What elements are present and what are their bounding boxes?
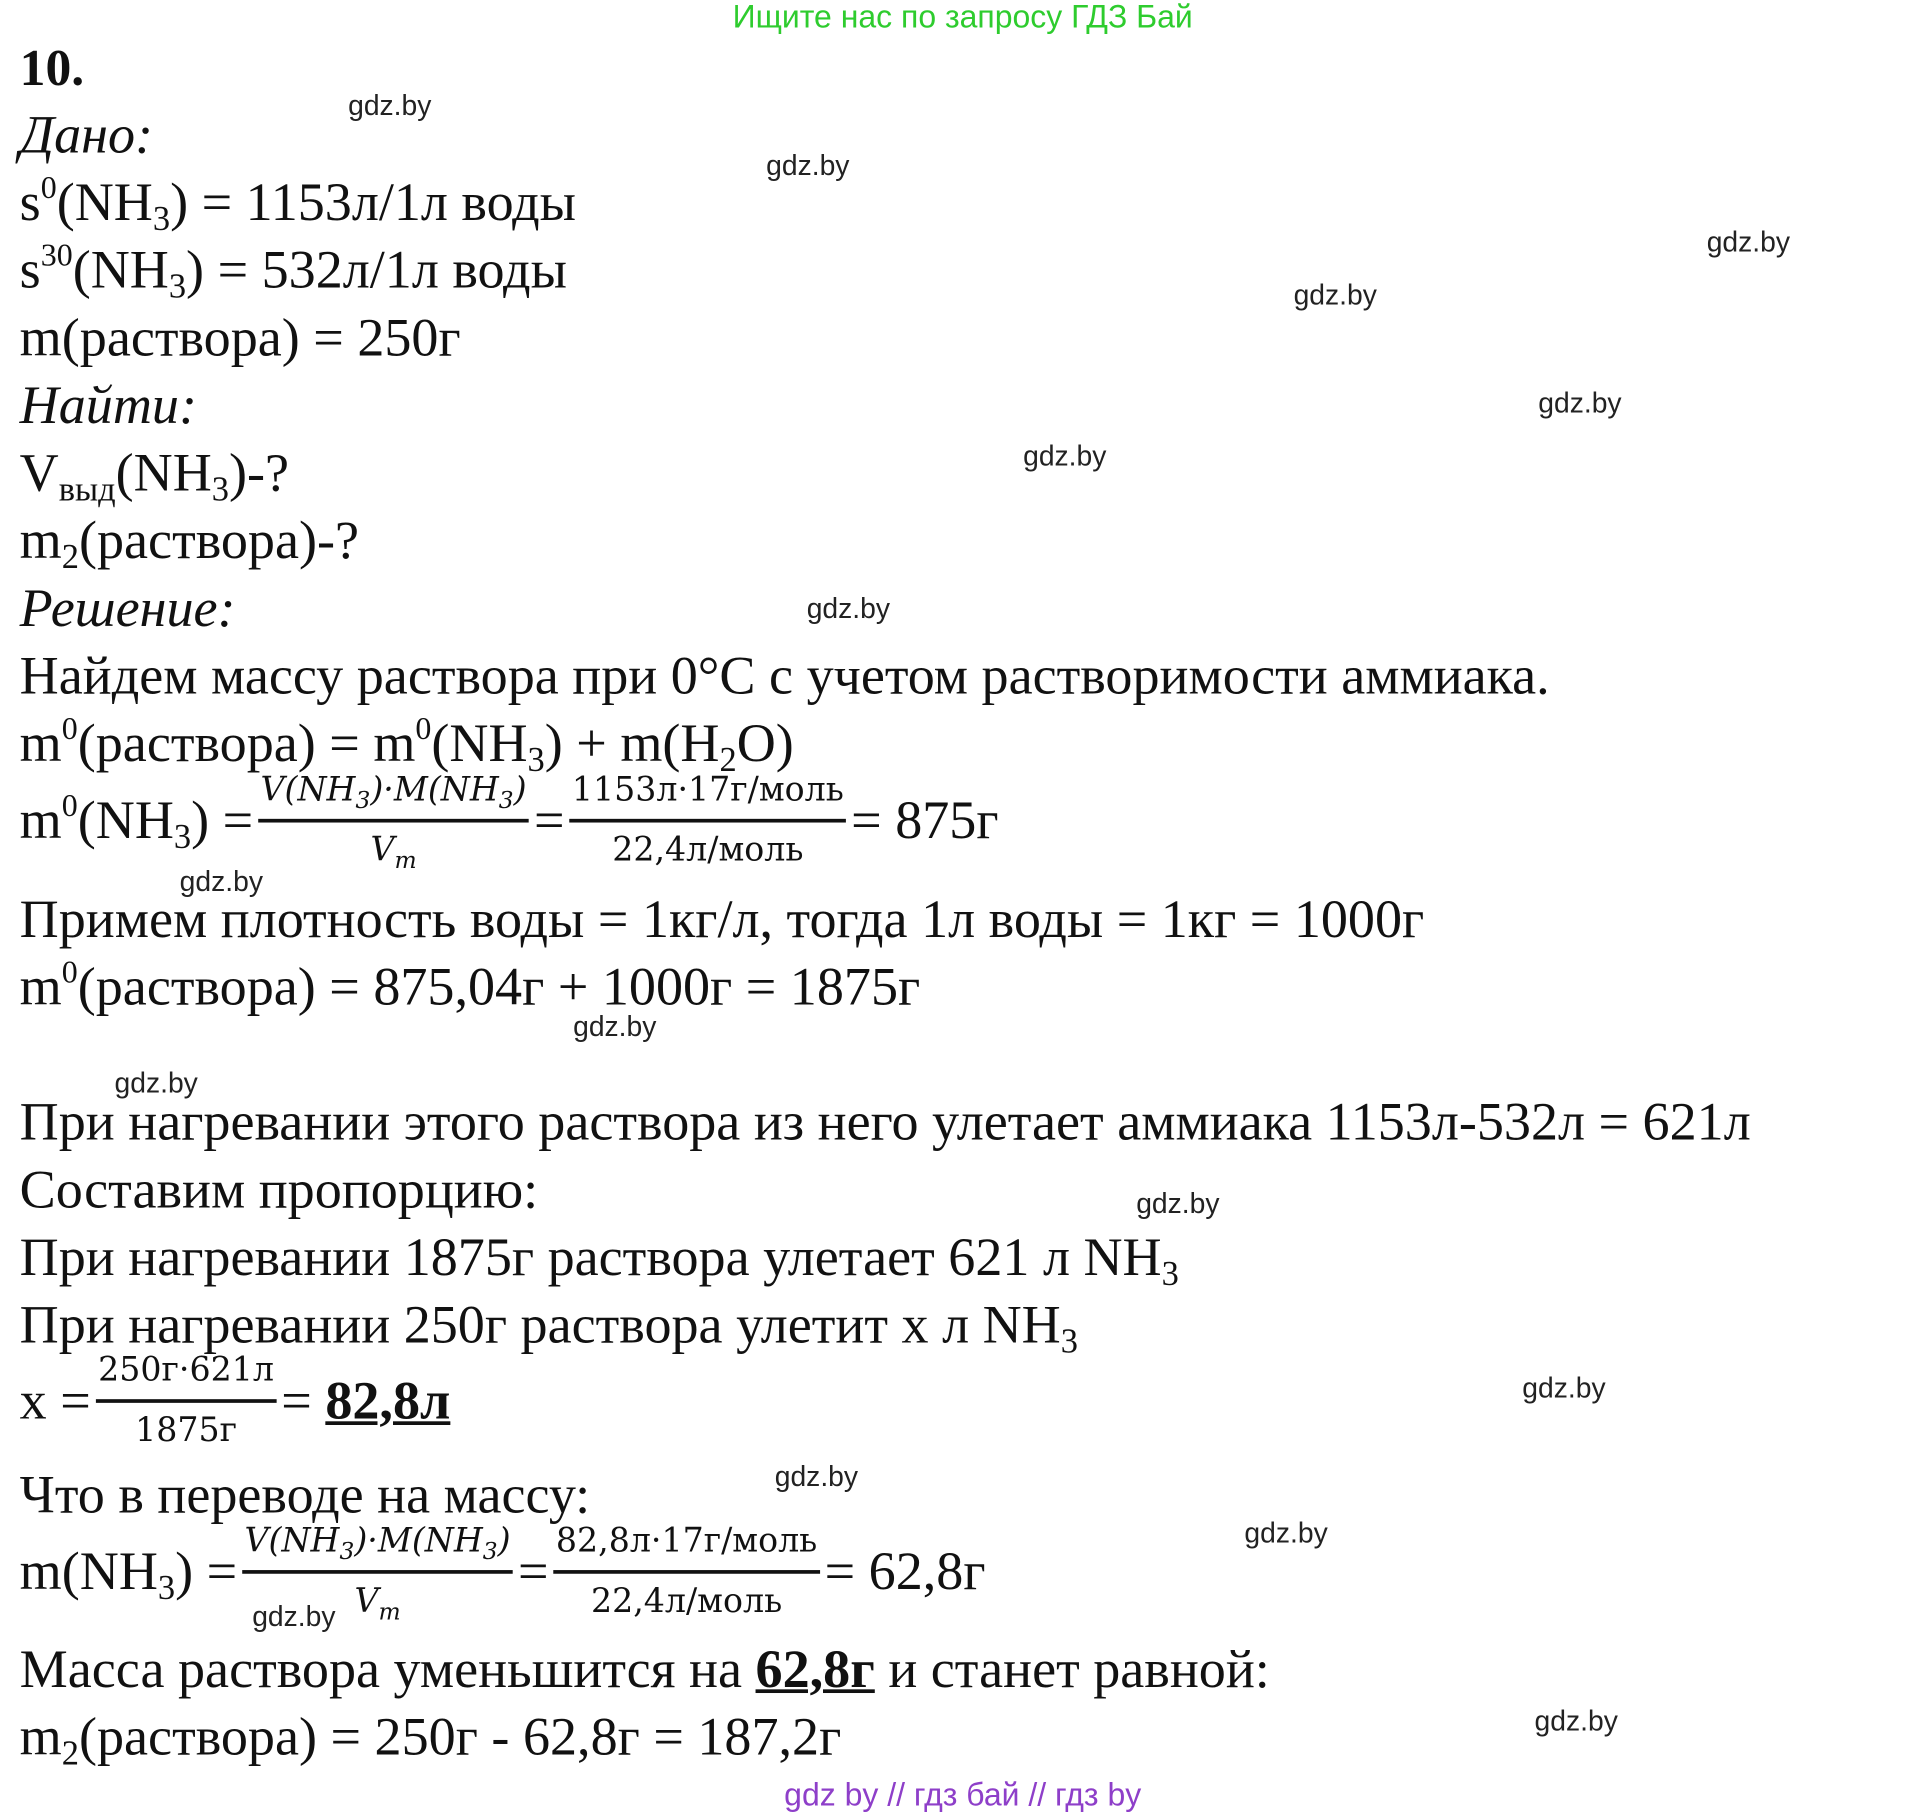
solution-line — [19, 954, 921, 1017]
footer-links[interactable]: gdz by // гдз бай // гдз by — [784, 1776, 1142, 1813]
find-volume — [19, 442, 290, 510]
given-solubility-30 — [19, 237, 567, 307]
fraction-numerator — [553, 1521, 819, 1574]
text-run: При нагревании этого раствора из него улетает аммиака 1153л-532л = 621л — [19, 1091, 1751, 1153]
text-run: 250г·621л — [98, 1351, 274, 1390]
fraction-denominator — [354, 1574, 401, 1626]
watermark: gdz.by — [1293, 278, 1377, 311]
fraction-denominator — [591, 1574, 782, 1623]
superscript: 0 — [415, 710, 432, 747]
text-run: m — [19, 510, 62, 571]
fraction — [553, 1521, 819, 1623]
given-heading — [19, 104, 154, 165]
italic-text: Дано: — [19, 104, 154, 165]
subscript: 3 — [173, 818, 192, 857]
text-run: m(раствора) = 250г — [19, 307, 461, 368]
subscript: 3 — [168, 268, 187, 307]
italic-text: Найти: — [19, 374, 197, 436]
superscript: 30 — [40, 237, 73, 273]
text-run: (NH — [72, 239, 169, 300]
italic-text: )·M(NH — [354, 1522, 483, 1561]
watermark: gdz.by — [766, 149, 850, 182]
formula-line — [19, 1351, 451, 1457]
text-run: m — [19, 790, 62, 851]
subscript: выд — [58, 470, 116, 510]
subscript: 3 — [339, 1538, 355, 1566]
subscript: 2 — [61, 538, 79, 577]
solution-line — [19, 1091, 1751, 1153]
watermark: gdz.by — [1136, 1187, 1220, 1220]
subscript: 3 — [527, 741, 545, 780]
text-run: = — [533, 790, 565, 851]
fraction-denominator — [612, 823, 803, 872]
fraction-numerator — [242, 1521, 513, 1574]
watermark: gdz.by — [1538, 386, 1622, 419]
text-run: Что в переводе на массу: — [19, 1464, 591, 1525]
text-run: При нагревании 250г раствора улетит x л NH — [19, 1294, 1061, 1355]
solution-heading — [19, 577, 236, 639]
text-run: Масса раствора уменьшится на — [19, 1638, 756, 1700]
watermark: gdz.by — [252, 1600, 336, 1633]
solution-line — [19, 710, 794, 780]
solution-line — [19, 1706, 842, 1773]
superscript: 0 — [61, 954, 78, 990]
text-run: (NH — [56, 172, 153, 233]
superscript: 0 — [61, 710, 78, 747]
watermark: gdz.by — [1534, 1704, 1618, 1737]
solution-line — [19, 1159, 539, 1220]
italic-text: V — [370, 831, 395, 870]
formula-line — [19, 1522, 986, 1628]
subscript: m — [394, 847, 417, 875]
subscript: 3 — [1161, 1255, 1179, 1294]
text-run: m(NH — [19, 1541, 158, 1602]
solution-line — [19, 1227, 1179, 1294]
subscript: 3 — [482, 1538, 498, 1566]
text-run: = 62,8г — [824, 1541, 986, 1602]
solution-line — [19, 888, 1425, 950]
text-run: m — [19, 1706, 62, 1767]
bold-text: 10. — [19, 40, 85, 98]
problem-number — [20, 42, 85, 96]
italic-text: Решение: — [19, 577, 236, 639]
answer-highlight: 82,8л — [325, 1370, 451, 1431]
given-solubility-0 — [19, 169, 576, 239]
text-run: m — [19, 713, 62, 774]
italic-text: )·M(NH — [370, 770, 499, 810]
text-run: = — [281, 1370, 326, 1431]
text-run: V — [19, 442, 59, 503]
text-run: (NH — [77, 790, 174, 851]
fraction-denominator — [370, 823, 417, 875]
text-run: (NH — [431, 713, 528, 774]
text-run: O) — [736, 713, 794, 774]
fraction — [569, 770, 846, 872]
italic-text: V — [354, 1582, 379, 1621]
watermark: gdz.by — [1023, 439, 1107, 472]
text-run: ) = — [191, 790, 254, 851]
text-run: (раствора) = m — [77, 713, 416, 774]
subscript: 3 — [498, 786, 514, 814]
text-run: Найдем массу раствора при 0°С с учетом растворимости аммиака. — [19, 645, 1550, 706]
watermark: gdz.by — [179, 864, 263, 897]
find-heading — [19, 374, 197, 436]
watermark: gdz.by — [348, 89, 432, 122]
fraction-numerator — [258, 770, 529, 823]
subscript: m — [378, 1598, 401, 1626]
watermark: gdz.by — [1244, 1516, 1328, 1549]
italic-text: ) — [497, 1522, 511, 1561]
fraction-numerator — [569, 770, 846, 823]
find-mass — [19, 510, 360, 577]
subscript: 3 — [211, 470, 230, 510]
text-run: (раствора) = 250г - 62,8г = 187,2г — [78, 1706, 842, 1767]
text-run: Составим пропорцию: — [19, 1159, 539, 1220]
text-run: = 875г — [851, 790, 999, 851]
text-run: 1875г — [135, 1411, 237, 1450]
text-run: x = — [19, 1370, 91, 1431]
watermark: gdz.by — [1522, 1371, 1606, 1404]
superscript: 0 — [61, 787, 78, 824]
solution-line — [19, 1464, 591, 1525]
text-run: ) = 532л/1л воды — [186, 239, 567, 300]
text-run: и станет равной: — [874, 1638, 1270, 1700]
text-run: = — [518, 1541, 549, 1602]
text-run: ) = — [175, 1541, 238, 1602]
text-run: s — [19, 239, 41, 300]
fraction — [258, 770, 529, 875]
watermark: gdz.by — [573, 1010, 657, 1043]
given-solution-mass — [19, 307, 461, 368]
italic-text: ) — [513, 770, 527, 810]
text-run: 82,8л·17г/моль — [555, 1522, 818, 1561]
watermark: gdz.by — [806, 592, 891, 624]
subscript: 3 — [152, 200, 171, 239]
text-run: s — [19, 172, 41, 233]
formula-line — [19, 770, 999, 877]
solution-line — [19, 1638, 1270, 1700]
fraction-numerator — [96, 1350, 277, 1403]
text-run: 22,4л/моль — [590, 1582, 783, 1621]
text-run: 22,4л/моль — [612, 831, 804, 870]
watermark: gdz.by — [774, 1460, 859, 1492]
solution-line — [19, 1294, 1078, 1362]
header-banner[interactable]: Ищите нас по запросу ГДЗ Бай — [732, 0, 1193, 36]
text-run: )-? — [229, 442, 290, 503]
text-run: 1153л·17г/моль — [571, 770, 844, 810]
subscript: 3 — [1060, 1322, 1078, 1362]
watermark: gdz.by — [114, 1066, 198, 1099]
text-run: ) = 1153л/1л воды — [170, 172, 576, 233]
text-run: (раствора)-? — [78, 510, 360, 571]
text-run: (NH — [115, 442, 212, 503]
italic-text: V(NH — [244, 1522, 340, 1561]
subscript: 3 — [355, 786, 371, 814]
text-run: m — [19, 956, 62, 1017]
watermark: gdz.by — [1706, 225, 1791, 258]
text-run: При нагревании 1875г раствора улетает 621 л NH — [19, 1227, 1162, 1288]
subscript: 2 — [61, 1734, 79, 1773]
fraction-denominator — [135, 1403, 237, 1452]
text-run: Примем плотность воды = 1кг/л, тогда 1л воды = 1кг = 1000г — [19, 888, 1425, 950]
superscript: 0 — [40, 169, 57, 206]
italic-text: V(NH — [260, 770, 356, 810]
text-run: (раствора) = 875,04г + 1000г = 1875г — [77, 956, 921, 1017]
subscript: 3 — [157, 1569, 176, 1608]
text-run: ) + m(H — [544, 713, 720, 774]
subscript: 2 — [719, 741, 737, 780]
answer-highlight: 62,8г — [755, 1638, 875, 1700]
solution-line — [19, 645, 1550, 706]
fraction — [96, 1350, 277, 1452]
